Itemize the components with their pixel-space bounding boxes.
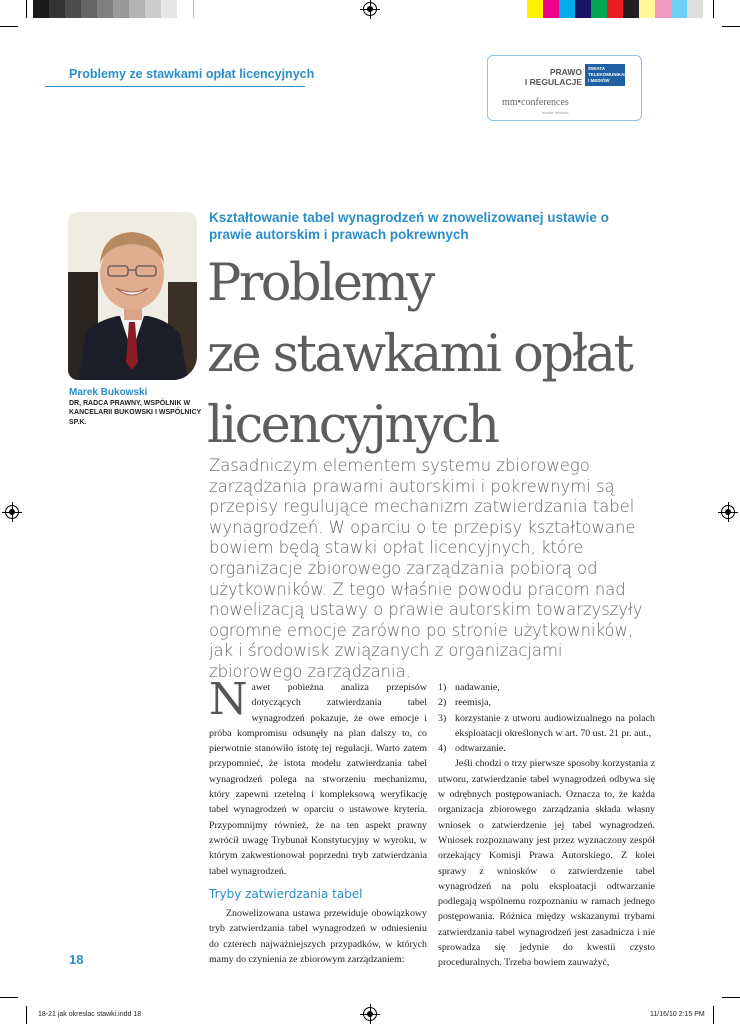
registration-mark-icon <box>5 505 19 519</box>
registration-mark-icon <box>721 505 735 519</box>
crop-mark-icon <box>26 1006 27 1024</box>
logo-badge: ŚWIATA TELEKOMUNIKACJI I MEDIÓW <box>585 64 625 86</box>
page-number: 18 <box>69 952 84 967</box>
grayscale-color-bar <box>33 0 194 18</box>
list-item: 1) nadawanie, <box>438 682 500 693</box>
slug-filename: 18-21 jak okreslac stawki.indd 18 <box>38 1011 142 1018</box>
article-title <box>207 248 707 461</box>
section-subhead: Tryby zatwierdzania tabel <box>209 886 363 901</box>
list-item: 3) korzystanie z utworu audiowizualnego na polach eksploatacji określonych w art. 70 ust. 21 pr. aut., <box>438 712 655 739</box>
title-line: licencyjnych <box>207 396 498 455</box>
cmyk-color-bar <box>527 0 703 18</box>
crop-mark-icon <box>722 26 740 27</box>
author-name: Marek Bukowski <box>69 387 148 398</box>
body-paragraph: Jeśli chodzi o trzy pierwsze sposoby korzystania z utworu, zatwierdzanie tabel wynagrodzeń odbywa się w odrębnych postępowaniach. Oznacza to, że każda organizacja zbiorowego zarządzania składa własny wniosek o zatwierdzenie jej tabel wynagrodzeń. Wniosek rozpoznawany jest przez wyznaczony zespół orzekający Komisji Prawa Autorskiego. Z kolei sprawy z wniosków o zatwierdzenie tabel wynagrodzeń na polu eksploatacji odtwarzanie podlegają wspólnemu rozpoznaniu w ramach jednego postępowania. Różnica między wskazanymi trybami zatwierdzania tabel wynagrodzeń jest zasadnicza i nie sprowadza się jedynie do kwestii czysto proceduralnych. Trzeba bowiem zauważyć, <box>438 758 655 969</box>
running-title: Problemy ze stawkami opłat licencyjnych <box>69 67 315 81</box>
body-column-left <box>209 674 427 967</box>
logo-conference-name: mm•conferences <box>502 97 569 108</box>
crop-mark-icon <box>713 0 714 18</box>
crop-mark-icon <box>722 997 740 998</box>
logo-title: PRAWO I REGULACJE <box>524 67 582 87</box>
conference-logo <box>487 55 642 121</box>
body-paragraph: Znowelizowana ustawa przewiduje obowiązkowy tryb zatwierdzania tabel wynagrodzeń w odniesieniu do czterech najważniejszych przypadków, w których mamy do czynienia ze zbiorowym zarządzaniem: <box>209 908 427 966</box>
opening-paragraph: Nawet pobieżna analiza przepisów dotyczących zatwierdzania tabel wynagrodzeń pokazuje, że owe emocje i próba kompromisu odsunęły na plan dalszy to, co pierwotnie stanowiło istotę tej regulacji. Warto zatem przypomnieć, że istota modelu zatwierdzania tabel wynagrodzeń polega na stworzeniu mechanizmu, który zapewni rzetelną i kompleksową weryfikację tabel wynagrodzeń w oparciu o ustawowe kryteria. Przypomnijmy również, że na ten aspekt prawny zwrócił uwagę Trybunał Konstytucyjny w wyroku, w którym zakwestionował poprzedni tryb zatwierdzania tabel wynagrodzeń. <box>209 674 427 877</box>
author-photo <box>68 212 197 380</box>
article-lead: Zasadniczym elementem systemu zbiorowego zarządzania prawami autorskimi i pokrewnymi są przepisy regulujące mechanizm zatwierdzania tabel wynagrodzeń. W oparciu o te przepisy kształtowane bowiem będą stawki opłat licencyjnych, które organizacje zbiorowego zarządzania pobiorą od użytkowników. Z tego właśnie powodu pracom nad nowelizacją ustawy o prawie autorskim towarzyszyły ogromne emocje zarówno po stronie użytkowników, jak i środowisk związanych z organizacjami zbiorowego zarządzania. <box>209 456 643 681</box>
registration-mark-icon <box>363 1007 377 1021</box>
author-role: DR, RADCA PRAWNY, WSPÓLNIK W KANCELARII BUKOWSKI I WSPÓLNICY SP.K. <box>69 400 202 426</box>
crop-mark-icon <box>0 26 18 27</box>
list-item: 4) odtwarzanie. <box>438 743 506 755</box>
header-rule <box>45 86 305 87</box>
logo-conference-sub: mobile devices <box>542 110 569 115</box>
crop-mark-icon <box>26 0 27 18</box>
crop-mark-icon <box>0 997 18 998</box>
article-kicker: Kształtowanie tabel wynagrodzeń w znowelizowanej ustawie o prawie autorskim i prawach pokrewnych <box>209 210 609 242</box>
slug-timestamp: 11/16/10 2:15 PM <box>650 1011 705 1018</box>
drop-cap: N <box>209 674 248 725</box>
registration-mark-icon <box>363 2 377 16</box>
title-line: ze stawkami opłat <box>207 325 632 384</box>
list-item: 2) reemisja, <box>438 697 491 709</box>
title-line: Problemy <box>207 254 433 313</box>
body-column-right <box>438 680 655 971</box>
crop-mark-icon <box>713 1006 714 1024</box>
